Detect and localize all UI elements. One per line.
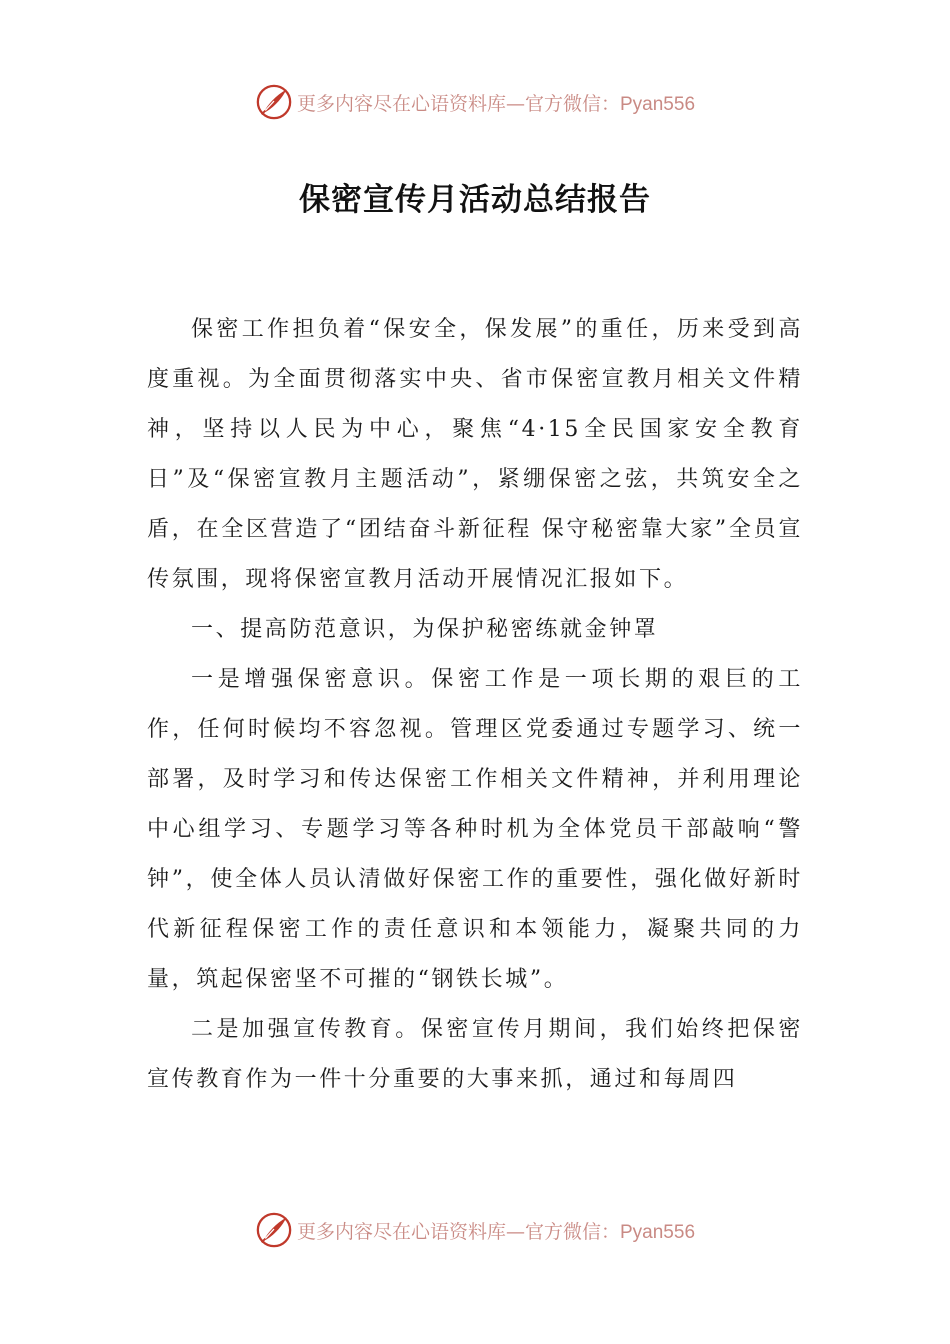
wechat-id: Pyan556 [620, 93, 696, 115]
section-heading-1: 一、提高防范意识，为保护秘密练就金钟罩 [191, 617, 659, 642]
document-title: 保密宣传月活动总结报告 [299, 182, 651, 218]
banner-caption: 更多内容尽在心语资料库—官方微信： [296, 92, 620, 115]
footer-banner [0, 1208, 950, 1252]
banner-text [297, 1217, 695, 1244]
wechat-id: Pyan556 [620, 1221, 696, 1243]
banner-text [297, 89, 695, 116]
paragraph-awareness: 一是增强保密意识。保密工作是一项长期的艰巨的工作，任何时候均不容忽视。管理区党委通过专题学习、统一部署，及时学习和传达保密工作相关文件精神，并利用理论中心组学习、专题学习等各种时机为全体党员干部敲响“警钟”，使全体人员认清做好保密工作的重要性，强化做好新时代新征程保密工作的责任意识和本领能力，凝聚共同的力量，筑起保密坚不可摧的“钢铁长城”。 [147, 667, 803, 992]
document-body [147, 305, 803, 1105]
paragraph-intro: 保密工作担负着“保安全，保发展”的重任，历来受到高度重视。为全面贯彻落实中央、省市保密宣教月相关文件精神，坚持以人民为中心，聚焦“4·15全民国家安全教育日”及“保密宣教月主题活动”，紧绷保密之弦，共筑安全之盾，在全区营造了“团结奋斗新征程 保守秘密靠大家”全员宣传氛围，现将保密宣教月活动开展情况汇报如下。 [147, 317, 803, 592]
quill-pen-logo-icon [255, 83, 293, 121]
paragraph-publicity: 二是加强宣传教育。保密宣传月期间，我们始终把保密宣传教育作为一件十分重要的大事来抓，通过和每周四 [147, 1017, 803, 1092]
header-banner [0, 80, 950, 124]
quill-pen-logo-icon [255, 1211, 293, 1249]
banner-caption: 更多内容尽在心语资料库—官方微信： [296, 1220, 620, 1243]
